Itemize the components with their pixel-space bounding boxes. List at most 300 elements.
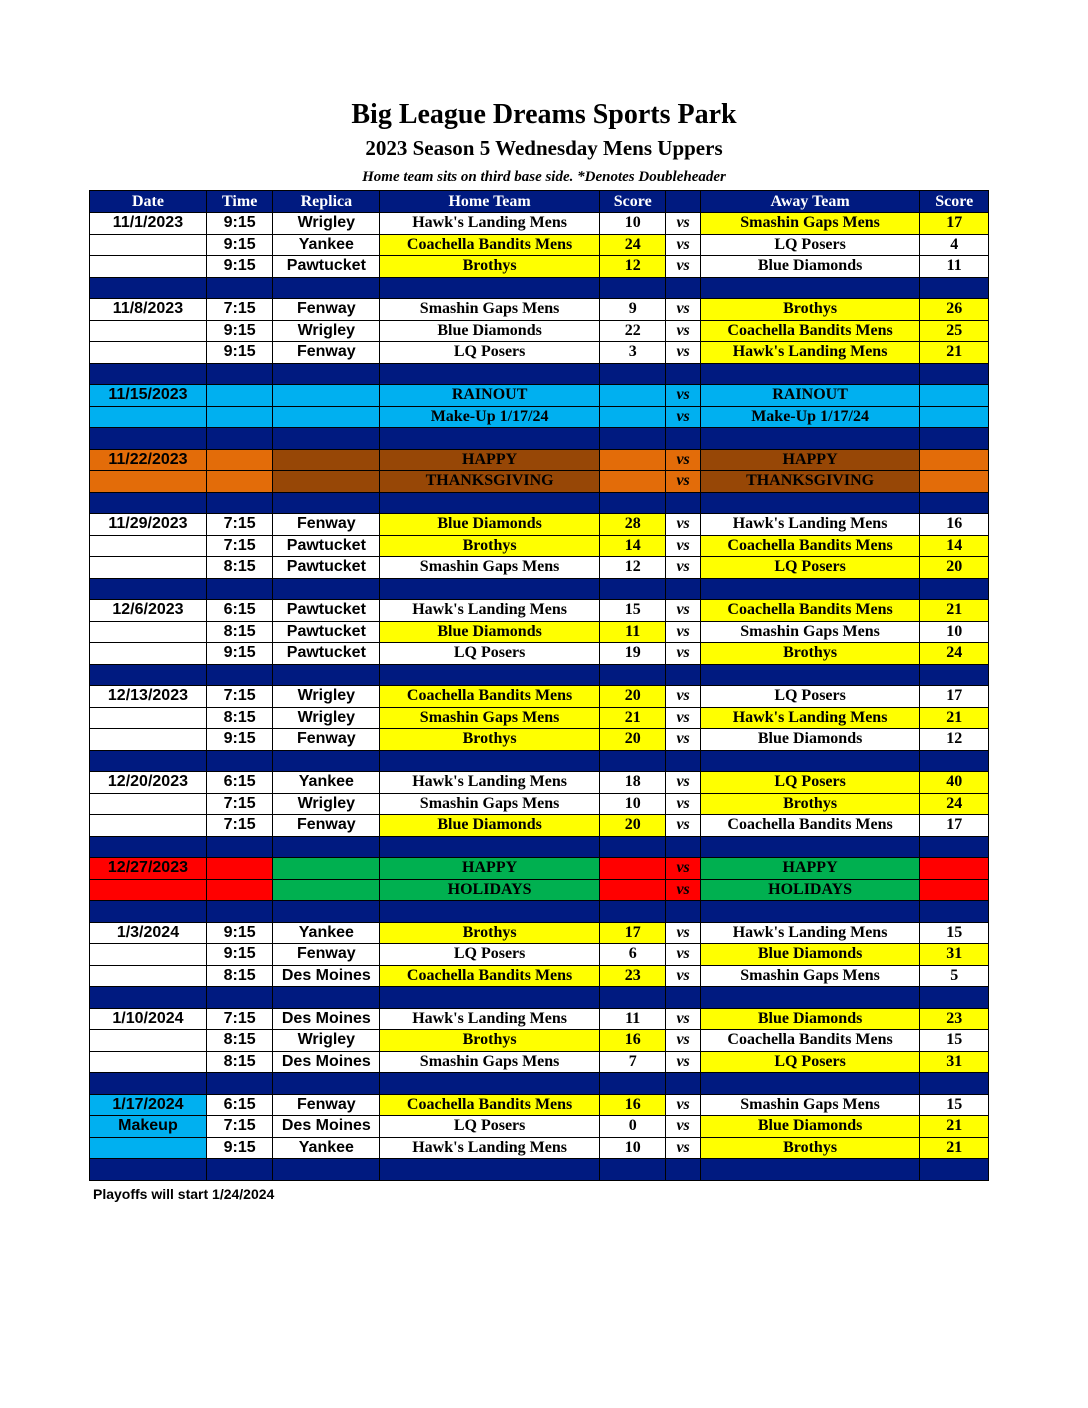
date-cell: 12/20/2023 — [90, 772, 207, 794]
spacer-cell — [920, 750, 989, 772]
time-cell: 8:15 — [206, 557, 273, 579]
home-score-cell: 16 — [599, 1094, 666, 1116]
spacer-cell — [666, 901, 700, 923]
spacer-cell — [599, 277, 666, 299]
time-cell — [206, 858, 273, 880]
home-team-cell: Brothys — [380, 535, 600, 557]
home-team-cell: Coachella Bandits Mens — [380, 965, 600, 987]
spacer-cell — [90, 1159, 207, 1181]
time-cell: 9:15 — [206, 342, 273, 364]
spacer-row — [90, 836, 989, 858]
date-cell — [90, 621, 207, 643]
spacer-cell — [206, 664, 273, 686]
home-team-cell: Blue Diamonds — [380, 320, 600, 342]
date-cell: 12/13/2023 — [90, 686, 207, 708]
date-cell — [90, 1137, 207, 1159]
spacer-cell — [380, 987, 600, 1009]
date-cell: 11/22/2023 — [90, 449, 207, 471]
home-team-cell: Smashin Gaps Mens — [380, 557, 600, 579]
home-score-cell: 10 — [599, 1137, 666, 1159]
spacer-cell — [380, 428, 600, 450]
spacer-cell — [700, 277, 920, 299]
replica-cell: Wrigley — [273, 707, 380, 729]
time-cell: 8:15 — [206, 1051, 273, 1073]
special-row-rain — [90, 385, 989, 407]
game-row — [90, 643, 989, 665]
away-score-cell — [920, 385, 989, 407]
spacer-cell — [273, 277, 380, 299]
vs-cell: vs — [666, 320, 700, 342]
away-score-cell: 12 — [920, 729, 989, 751]
away-team-cell: Brothys — [700, 299, 920, 321]
time-cell: 8:15 — [206, 1030, 273, 1052]
game-row — [90, 1137, 989, 1159]
away-score-cell — [920, 879, 989, 901]
game-row — [90, 535, 989, 557]
header-home-score: Score — [599, 191, 666, 213]
spacer-cell — [666, 750, 700, 772]
spacer-cell — [90, 363, 207, 385]
game-row — [90, 342, 989, 364]
home-score-cell — [599, 879, 666, 901]
replica-cell — [273, 471, 380, 493]
header-home-team: Home Team — [380, 191, 600, 213]
spacer-cell — [599, 363, 666, 385]
time-cell — [206, 879, 273, 901]
home-team-cell: Hawk's Landing Mens — [380, 600, 600, 622]
spacer-cell — [599, 428, 666, 450]
away-team-cell: Hawk's Landing Mens — [700, 922, 920, 944]
away-score-cell: 14 — [920, 535, 989, 557]
date-cell: 1/17/2024 — [90, 1094, 207, 1116]
time-cell — [206, 406, 273, 428]
away-score-cell: 15 — [920, 922, 989, 944]
home-team-cell: RAINOUT — [380, 385, 600, 407]
spacer-cell — [920, 428, 989, 450]
time-cell: 9:15 — [206, 729, 273, 751]
home-team-cell: THANKSGIVING — [380, 471, 600, 493]
spacer-cell — [920, 1073, 989, 1095]
replica-cell: Pawtucket — [273, 557, 380, 579]
spacer-cell — [206, 1159, 273, 1181]
home-score-cell: 20 — [599, 815, 666, 837]
special-row-holiday — [90, 879, 989, 901]
spacer-cell — [920, 987, 989, 1009]
spacer-row — [90, 1073, 989, 1095]
replica-cell: Wrigley — [273, 320, 380, 342]
game-row — [90, 557, 989, 579]
spacer-cell — [700, 363, 920, 385]
date-cell — [90, 944, 207, 966]
spacer-cell — [666, 492, 700, 514]
time-cell: 7:15 — [206, 535, 273, 557]
vs-cell: vs — [666, 299, 700, 321]
home-score-cell: 12 — [599, 256, 666, 278]
replica-cell: Fenway — [273, 514, 380, 536]
away-score-cell: 21 — [920, 600, 989, 622]
home-score-cell: 15 — [599, 600, 666, 622]
header-date: Date — [90, 191, 207, 213]
spacer-cell — [206, 987, 273, 1009]
spacer-cell — [273, 987, 380, 1009]
spacer-cell — [273, 1159, 380, 1181]
home-score-cell: 7 — [599, 1051, 666, 1073]
time-cell: 7:15 — [206, 686, 273, 708]
home-team-cell: Smashin Gaps Mens — [380, 707, 600, 729]
game-row — [90, 707, 989, 729]
game-row — [90, 299, 989, 321]
spacer-cell — [920, 492, 989, 514]
home-team-cell: HAPPY — [380, 858, 600, 880]
spacer-cell — [700, 987, 920, 1009]
home-team-cell: Smashin Gaps Mens — [380, 299, 600, 321]
away-team-cell: Blue Diamonds — [700, 944, 920, 966]
spacer-row — [90, 363, 989, 385]
home-score-cell: 6 — [599, 944, 666, 966]
spacer-cell — [700, 428, 920, 450]
away-score-cell — [920, 858, 989, 880]
replica-cell: Des Moines — [273, 1051, 380, 1073]
away-team-cell: Hawk's Landing Mens — [700, 707, 920, 729]
away-score-cell: 24 — [920, 793, 989, 815]
time-cell: 9:15 — [206, 643, 273, 665]
replica-cell — [273, 449, 380, 471]
spacer-cell — [700, 750, 920, 772]
spacer-cell — [206, 492, 273, 514]
vs-cell: vs — [666, 729, 700, 751]
spacer-cell — [920, 277, 989, 299]
home-team-cell: Coachella Bandits Mens — [380, 1094, 600, 1116]
away-team-cell: Blue Diamonds — [700, 1116, 920, 1138]
vs-cell: vs — [666, 1030, 700, 1052]
date-cell — [90, 535, 207, 557]
spacer-cell — [90, 901, 207, 923]
away-score-cell: 24 — [920, 643, 989, 665]
game-row — [90, 686, 989, 708]
game-row — [90, 600, 989, 622]
home-team-cell: Hawk's Landing Mens — [380, 1008, 600, 1030]
header-row — [90, 191, 989, 213]
vs-cell: vs — [666, 793, 700, 815]
away-score-cell: 26 — [920, 299, 989, 321]
home-score-cell: 22 — [599, 320, 666, 342]
home-score-cell: 19 — [599, 643, 666, 665]
replica-cell: Fenway — [273, 342, 380, 364]
header-vs — [666, 191, 700, 213]
home-team-cell: Brothys — [380, 256, 600, 278]
spacer-cell — [90, 492, 207, 514]
replica-cell: Pawtucket — [273, 535, 380, 557]
spacer-cell — [273, 901, 380, 923]
home-team-cell: Smashin Gaps Mens — [380, 1051, 600, 1073]
away-score-cell: 21 — [920, 1137, 989, 1159]
away-team-cell: RAINOUT — [700, 385, 920, 407]
away-score-cell: 4 — [920, 234, 989, 256]
away-team-cell: HAPPY — [700, 858, 920, 880]
away-team-cell: Coachella Bandits Mens — [700, 600, 920, 622]
vs-cell: vs — [666, 449, 700, 471]
header-replica: Replica — [273, 191, 380, 213]
spacer-cell — [273, 363, 380, 385]
away-score-cell: 17 — [920, 815, 989, 837]
spacer-cell — [599, 492, 666, 514]
spacer-cell — [700, 492, 920, 514]
vs-cell: vs — [666, 879, 700, 901]
spacer-cell — [599, 901, 666, 923]
spacer-row — [90, 901, 989, 923]
home-team-cell: Coachella Bandits Mens — [380, 686, 600, 708]
away-score-cell: 11 — [920, 256, 989, 278]
time-cell: 9:15 — [206, 1137, 273, 1159]
date-cell — [90, 707, 207, 729]
spacer-cell — [90, 578, 207, 600]
date-cell: 11/1/2023 — [90, 213, 207, 235]
time-cell: 7:15 — [206, 793, 273, 815]
away-team-cell: LQ Posers — [700, 772, 920, 794]
time-cell — [206, 471, 273, 493]
game-row — [90, 944, 989, 966]
home-score-cell — [599, 858, 666, 880]
spacer-cell — [700, 901, 920, 923]
spacer-row — [90, 987, 989, 1009]
away-team-cell: Blue Diamonds — [700, 729, 920, 751]
home-score-cell: 16 — [599, 1030, 666, 1052]
spacer-row — [90, 664, 989, 686]
away-team-cell: Smashin Gaps Mens — [700, 621, 920, 643]
date-cell — [90, 320, 207, 342]
spacer-cell — [666, 1073, 700, 1095]
vs-cell: vs — [666, 1137, 700, 1159]
vs-cell: vs — [666, 621, 700, 643]
spacer-cell — [700, 836, 920, 858]
date-cell — [90, 471, 207, 493]
vs-cell: vs — [666, 471, 700, 493]
header-away-score: Score — [920, 191, 989, 213]
vs-cell: vs — [666, 342, 700, 364]
spacer-cell — [920, 901, 989, 923]
spacer-row — [90, 1159, 989, 1181]
spacer-cell — [273, 1073, 380, 1095]
game-row — [90, 965, 989, 987]
spacer-cell — [206, 901, 273, 923]
spacer-row — [90, 277, 989, 299]
away-score-cell: 5 — [920, 965, 989, 987]
spacer-cell — [599, 750, 666, 772]
replica-cell: Yankee — [273, 234, 380, 256]
away-team-cell: Brothys — [700, 643, 920, 665]
special-row-rain — [90, 406, 989, 428]
away-team-cell: THANKSGIVING — [700, 471, 920, 493]
away-score-cell: 23 — [920, 1008, 989, 1030]
away-team-cell: LQ Posers — [700, 686, 920, 708]
away-team-cell: HAPPY — [700, 449, 920, 471]
time-cell: 9:15 — [206, 234, 273, 256]
vs-cell: vs — [666, 234, 700, 256]
home-score-cell — [599, 385, 666, 407]
date-cell: Makeup — [90, 1116, 207, 1138]
spacer-cell — [380, 1073, 600, 1095]
away-team-cell: Brothys — [700, 1137, 920, 1159]
replica-cell: Des Moines — [273, 1008, 380, 1030]
date-cell: 11/15/2023 — [90, 385, 207, 407]
replica-cell: Wrigley — [273, 686, 380, 708]
time-cell: 9:15 — [206, 256, 273, 278]
game-row — [90, 1030, 989, 1052]
replica-cell: Des Moines — [273, 1116, 380, 1138]
replica-cell: Yankee — [273, 1137, 380, 1159]
away-score-cell — [920, 406, 989, 428]
spacer-row — [90, 578, 989, 600]
home-team-cell: LQ Posers — [380, 944, 600, 966]
vs-cell: vs — [666, 1051, 700, 1073]
home-team-cell: Blue Diamonds — [380, 815, 600, 837]
away-team-cell: Smashin Gaps Mens — [700, 965, 920, 987]
date-cell — [90, 793, 207, 815]
away-score-cell: 20 — [920, 557, 989, 579]
vs-cell: vs — [666, 922, 700, 944]
date-cell: 11/29/2023 — [90, 514, 207, 536]
replica-cell: Pawtucket — [273, 643, 380, 665]
spacer-cell — [380, 578, 600, 600]
spacer-cell — [700, 1159, 920, 1181]
spacer-cell — [90, 836, 207, 858]
spacer-cell — [380, 492, 600, 514]
spacer-row — [90, 428, 989, 450]
replica-cell — [273, 385, 380, 407]
date-cell — [90, 729, 207, 751]
away-score-cell: 31 — [920, 1051, 989, 1073]
home-team-cell: Make-Up 1/17/24 — [380, 406, 600, 428]
time-cell — [206, 449, 273, 471]
page-title: Big League Dreams Sports Park — [351, 99, 737, 130]
home-team-cell: Hawk's Landing Mens — [380, 1137, 600, 1159]
replica-cell: Yankee — [273, 772, 380, 794]
spacer-cell — [666, 363, 700, 385]
replica-cell: Wrigley — [273, 793, 380, 815]
time-cell: 7:15 — [206, 815, 273, 837]
spacer-cell — [599, 664, 666, 686]
vs-cell: vs — [666, 772, 700, 794]
game-row — [90, 1051, 989, 1073]
time-cell — [206, 385, 273, 407]
replica-cell: Pawtucket — [273, 621, 380, 643]
game-row — [90, 815, 989, 837]
spacer-cell — [599, 1073, 666, 1095]
spacer-cell — [380, 750, 600, 772]
vs-cell: vs — [666, 256, 700, 278]
date-cell — [90, 1051, 207, 1073]
home-score-cell: 12 — [599, 557, 666, 579]
spacer-cell — [273, 836, 380, 858]
spacer-cell — [666, 277, 700, 299]
spacer-row — [90, 750, 989, 772]
home-team-cell: HOLIDAYS — [380, 879, 600, 901]
away-score-cell: 15 — [920, 1094, 989, 1116]
spacer-cell — [206, 750, 273, 772]
date-cell: 1/3/2024 — [90, 922, 207, 944]
vs-cell: vs — [666, 965, 700, 987]
away-team-cell: Blue Diamonds — [700, 1008, 920, 1030]
spacer-cell — [380, 664, 600, 686]
spacer-cell — [666, 987, 700, 1009]
vs-cell: vs — [666, 643, 700, 665]
away-score-cell: 25 — [920, 320, 989, 342]
time-cell: 7:15 — [206, 299, 273, 321]
replica-cell — [273, 879, 380, 901]
replica-cell: Fenway — [273, 729, 380, 751]
spacer-cell — [90, 750, 207, 772]
home-score-cell: 20 — [599, 686, 666, 708]
home-team-cell: Brothys — [380, 729, 600, 751]
time-cell: 7:15 — [206, 1116, 273, 1138]
away-score-cell: 21 — [920, 707, 989, 729]
home-score-cell — [599, 471, 666, 493]
away-team-cell: HOLIDAYS — [700, 879, 920, 901]
time-cell: 8:15 — [206, 965, 273, 987]
vs-cell: vs — [666, 707, 700, 729]
away-score-cell: 40 — [920, 772, 989, 794]
date-cell — [90, 1030, 207, 1052]
spacer-cell — [920, 363, 989, 385]
spacer-cell — [206, 363, 273, 385]
away-score-cell: 21 — [920, 342, 989, 364]
time-cell: 7:15 — [206, 514, 273, 536]
page-subtitle: 2023 Season 5 Wednesday Mens Uppers — [365, 136, 723, 160]
spacer-cell — [273, 750, 380, 772]
spacer-cell — [273, 664, 380, 686]
spacer-cell — [90, 664, 207, 686]
special-row-thanks — [90, 449, 989, 471]
home-score-cell: 3 — [599, 342, 666, 364]
schedule-table — [89, 190, 989, 1181]
home-team-cell: Brothys — [380, 922, 600, 944]
special-row-holiday — [90, 858, 989, 880]
home-score-cell: 14 — [599, 535, 666, 557]
spacer-cell — [599, 578, 666, 600]
date-cell — [90, 965, 207, 987]
away-team-cell: Brothys — [700, 793, 920, 815]
vs-cell: vs — [666, 514, 700, 536]
date-cell — [90, 406, 207, 428]
home-team-cell: Hawk's Landing Mens — [380, 772, 600, 794]
replica-cell: Des Moines — [273, 965, 380, 987]
date-cell — [90, 234, 207, 256]
away-score-cell: 21 — [920, 1116, 989, 1138]
game-row — [90, 213, 989, 235]
footer-note: Playoffs will start 1/24/2024 — [93, 1186, 275, 1202]
home-score-cell: 10 — [599, 213, 666, 235]
home-team-cell: LQ Posers — [380, 342, 600, 364]
spacer-cell — [380, 836, 600, 858]
vs-cell: vs — [666, 815, 700, 837]
vs-cell: vs — [666, 213, 700, 235]
home-score-cell: 9 — [599, 299, 666, 321]
away-score-cell: 31 — [920, 944, 989, 966]
home-score-cell: 11 — [599, 1008, 666, 1030]
away-score-cell: 15 — [920, 1030, 989, 1052]
away-score-cell: 16 — [920, 514, 989, 536]
home-score-cell — [599, 406, 666, 428]
away-score-cell — [920, 449, 989, 471]
time-cell: 6:15 — [206, 772, 273, 794]
vs-cell: vs — [666, 1116, 700, 1138]
time-cell: 9:15 — [206, 944, 273, 966]
vs-cell: vs — [666, 385, 700, 407]
date-cell: 12/27/2023 — [90, 858, 207, 880]
spacer-cell — [920, 836, 989, 858]
date-cell — [90, 342, 207, 364]
date-cell — [90, 879, 207, 901]
